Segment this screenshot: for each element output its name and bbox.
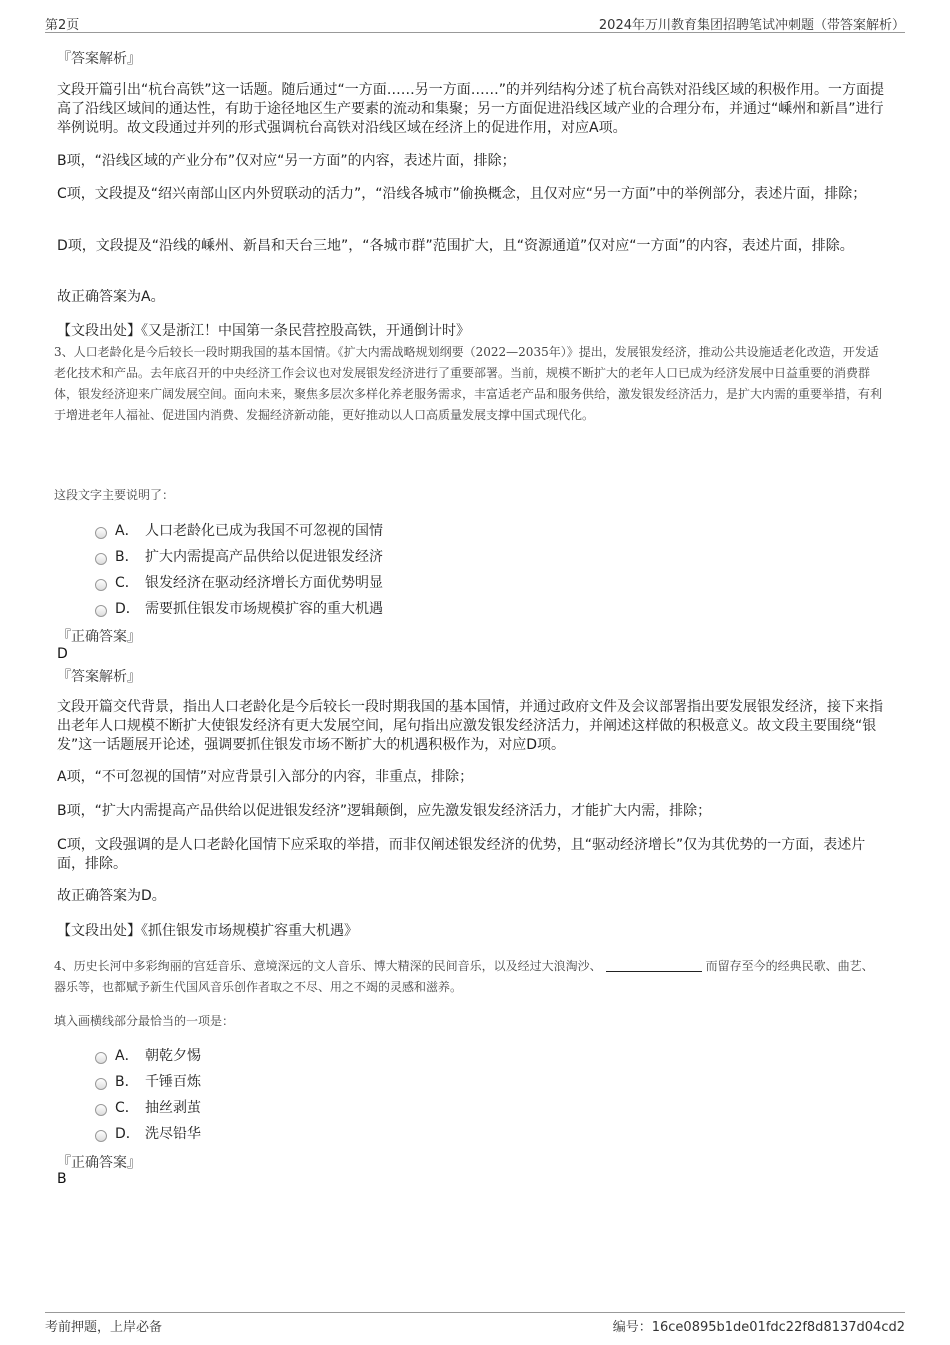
document-title: 2024年万川教育集团招聘笔试冲刺题（带答案解析） bbox=[598, 18, 905, 33]
page-header bbox=[45, 12, 905, 33]
analysis-paragraph: A项，“不可忽视的国情”对应背景引入部分的内容，非重点，排除； bbox=[57, 769, 474, 785]
option-text: 银发经济在驱动经济增长方面优势明显 bbox=[145, 575, 383, 591]
option-text: 扩大内需提高产品供给以促进银发经济 bbox=[145, 549, 383, 565]
radio-icon[interactable] bbox=[95, 1052, 107, 1064]
analysis-paragraph: C项，文段提及“绍兴南部山区内外贸联动的活力”，“沿线各城市”偷换概念，且仅对应“另一方面”中的举例部分，表述片面，排除； bbox=[57, 186, 867, 202]
radio-icon[interactable] bbox=[95, 1130, 107, 1142]
option-letter: A． bbox=[115, 523, 139, 539]
option-text: 千锤百炼 bbox=[145, 1074, 201, 1090]
analysis-paragraph: 文段开篇交代背景，指出人口老龄化是今后较长一段时期我国的基本国情，并通过政府文件及会议部署指出要发展银发经济，接下来指出老年人口规模不断扩大使银发经济有更大发展空间，尾句指出应激发银发经济活力，并阐述这样做的积极意义。故文段主要围绕“银发”这一话题展开论述，强调要抓住银发市场不断扩大的机遇积极作为，对应D项。 bbox=[57, 699, 883, 753]
option-b[interactable] bbox=[95, 1070, 201, 1092]
question-3-stem: 3、人口老龄化是今后较长一段时期我国的基本国情。《扩大内需战略规划纲要（2022—2035年）》提出，发展银发经济，推动公共设施适老化改造，开发适老化技术和产品。去年底召开的中央经济工作会议也对发展银发经济进行了重要部署。当前，规模不断扩大的老年人口已成为经济发展中日益重要的消费群体，银发经济迎来广阔发展空间。面向未来，聚焦多层次多样化养老服务需求，丰富适老产品和服务供给，激发银发经济活力，是扩大内需的重要举措，有利于增进老年人福祉、促进国内消费、发掘经济新动能，更好推动以人口高质量发展支撑中国式现代化。 bbox=[54, 345, 883, 422]
radio-icon[interactable] bbox=[95, 1078, 107, 1090]
option-text: 抽丝剥茧 bbox=[145, 1100, 201, 1116]
question-4-stem bbox=[54, 956, 884, 998]
source-citation: 【文段出处】《又是浙江！中国第一条民营控股高铁，开通倒计时》 bbox=[57, 323, 470, 339]
radio-icon[interactable] bbox=[95, 553, 107, 565]
option-letter: D． bbox=[115, 1126, 140, 1142]
option-a[interactable] bbox=[95, 519, 383, 541]
stem-after-blank: 而留存至今的经典民歌、曲艺、器乐等，也都赋予新生代国风音乐创作者取之不尽、用之不竭的灵感和滋养。 bbox=[54, 959, 874, 994]
radio-icon[interactable] bbox=[95, 1104, 107, 1116]
correct-answer-label: 『正确答案』 bbox=[57, 1155, 141, 1171]
correct-answer-value: D bbox=[57, 646, 68, 662]
option-letter: B． bbox=[115, 1074, 139, 1090]
radio-icon[interactable] bbox=[95, 579, 107, 591]
option-d[interactable] bbox=[95, 597, 383, 619]
source-citation: 【文段出处】《抓住银发市场规模扩容重大机遇》 bbox=[57, 923, 358, 939]
document-id: 编号：16ce0895b1de01fdc22f8d8137d04cd2 bbox=[612, 1320, 905, 1335]
option-text: 人口老龄化已成为我国不可忽视的国情 bbox=[145, 523, 383, 539]
correct-answer-value: B bbox=[57, 1171, 67, 1187]
fill-blank bbox=[606, 971, 702, 972]
radio-icon[interactable] bbox=[95, 605, 107, 617]
analysis-paragraph: C项，文段强调的是人口老龄化国情下应采取的举措，而非仅阐述银发经济的优势，且“驱动经济增长”仅为其优势的一方面，表述片面，排除。 bbox=[57, 837, 866, 872]
option-letter: A． bbox=[115, 1048, 139, 1064]
option-c[interactable] bbox=[95, 1096, 201, 1118]
option-text: 需要抓住银发市场规模扩容的重大机遇 bbox=[145, 601, 383, 617]
option-text: 洗尽铅华 bbox=[145, 1126, 201, 1142]
option-c[interactable] bbox=[95, 571, 383, 593]
option-letter: C． bbox=[115, 575, 139, 591]
option-b[interactable] bbox=[95, 545, 383, 567]
analysis-label: 『答案解析』 bbox=[57, 51, 141, 67]
page-footer bbox=[45, 1312, 905, 1333]
analysis-paragraph: B项，“沿线区域的产业分布”仅对应“另一方面”的内容，表述片面，排除； bbox=[57, 153, 516, 169]
correct-answer-label: 『正确答案』 bbox=[57, 629, 141, 645]
radio-icon[interactable] bbox=[95, 527, 107, 539]
option-letter: C． bbox=[115, 1100, 139, 1116]
analysis-label: 『答案解析』 bbox=[57, 669, 141, 685]
question-4-prompt: 填入画横线部分最恰当的一项是： bbox=[54, 1014, 235, 1028]
stem-before-blank: 4、历史长河中多彩绚丽的宫廷音乐、意境深远的文人音乐、博大精深的民间音乐，以及经过大浪淘沙、 bbox=[54, 959, 602, 973]
page-number: 第2页 bbox=[45, 18, 80, 33]
answer-statement: 故正确答案为A。 bbox=[57, 289, 165, 305]
analysis-paragraph: D项，文段提及“沿线的嵊州、新昌和天台三地”，“各城市群”范围扩大，且“资源通道”仅对应“一方面”的内容，表述片面，排除。 bbox=[57, 238, 854, 254]
question-3-prompt: 这段文字主要说明了： bbox=[54, 488, 175, 502]
option-text: 朝乾夕惕 bbox=[145, 1048, 201, 1064]
analysis-paragraph: 文段开篇引出“杭台高铁”这一话题。随后通过“一方面……另一方面……”的并列结构分述了杭台高铁对沿线区域的积极作用。一方面提高了沿线区域间的通达性，有助于途径地区生产要素的流动和集聚；另一方面促进沿线区域产业的合理分布，并通过“嵊州和新昌”进行举例说明。故文段通过并列的形式强调杭台高铁对沿线区域在经济上的促进作用，对应A项。 bbox=[57, 82, 885, 136]
option-d[interactable] bbox=[95, 1122, 201, 1144]
footer-slogan: 考前押题，上岸必备 bbox=[45, 1320, 163, 1335]
answer-statement: 故正确答案为D。 bbox=[57, 888, 166, 904]
analysis-paragraph: B项，“扩大内需提高产品供给以促进银发经济”逻辑颠倒，应先激发银发经济活力，才能扩大内需，排除； bbox=[57, 803, 712, 819]
option-a[interactable] bbox=[95, 1044, 201, 1066]
option-letter: B． bbox=[115, 549, 139, 565]
option-letter: D． bbox=[115, 601, 140, 617]
